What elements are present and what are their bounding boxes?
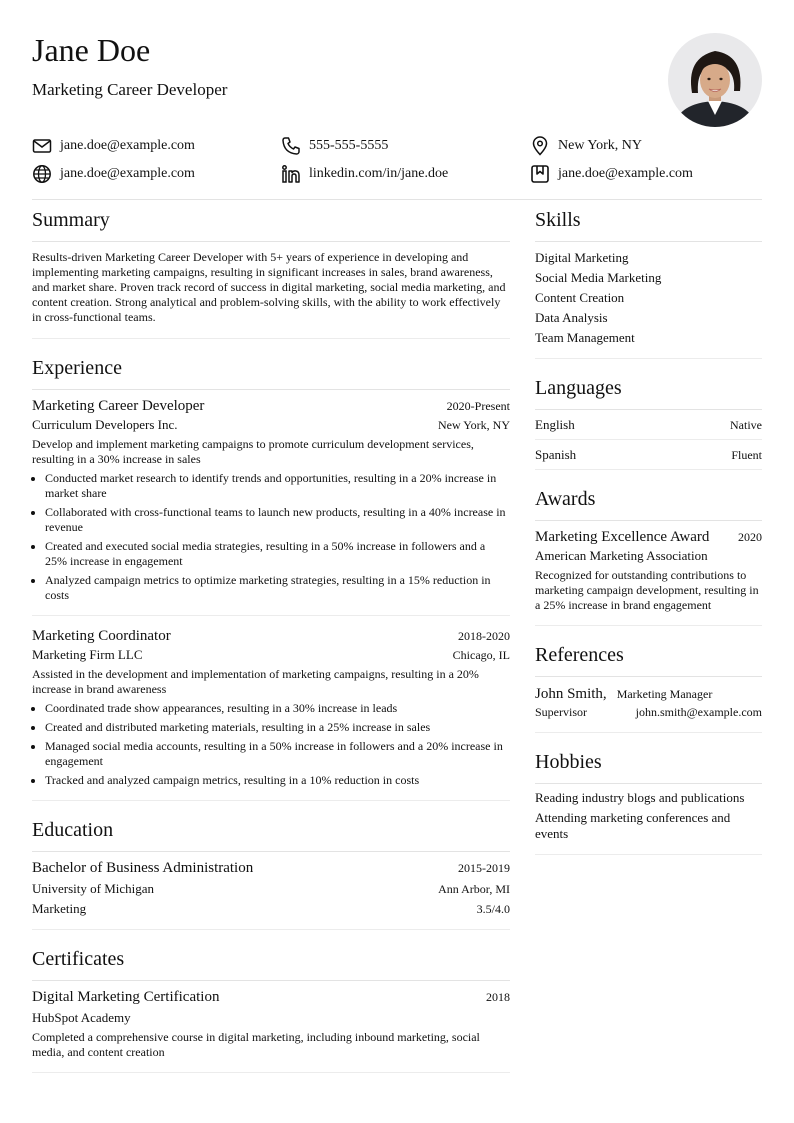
list-item: • Collaborated with cross-functional teams to launch new products, resulting in a 40% increase in revenue <box>45 505 510 535</box>
right-column <box>535 200 762 1073</box>
mail-icon <box>32 136 52 156</box>
contact-portfolio[interactable] <box>530 164 762 183</box>
language-level: Fluent <box>731 448 762 462</box>
section-heading: References <box>535 626 762 677</box>
experience-section <box>32 339 510 801</box>
award-title: Marketing Excellence Award <box>535 529 710 545</box>
job-dates: 2020-Present <box>446 399 510 413</box>
language-level: Native <box>730 418 762 432</box>
section-heading: Summary <box>32 200 510 242</box>
left-column <box>32 200 510 1073</box>
language-name: English <box>535 417 575 432</box>
reference-relation: Supervisor <box>535 705 587 719</box>
contact-linkedin[interactable] <box>281 164 530 183</box>
school-name: University of Michigan <box>32 881 155 896</box>
section-heading: Hobbies <box>535 733 762 784</box>
hobby-item: Attending marketing conferences and events <box>535 810 731 841</box>
contact-text: jane.doe@example.com <box>558 165 693 181</box>
job-location: New York, NY <box>437 418 510 432</box>
job-location: Chicago, IL <box>452 648 510 662</box>
job-title: Marketing Career Developer <box>32 398 205 414</box>
contact-phone[interactable] <box>281 136 530 155</box>
contact-text: jane.doe@example.com <box>60 165 195 181</box>
job-dates: 2018-2020 <box>458 629 510 643</box>
job-description: Develop and implement marketing campaigns to promote curriculum development services, resulting in a 30% increase in sales <box>32 437 474 466</box>
section-heading: Languages <box>535 359 762 410</box>
school-location: Ann Arbor, MI <box>438 882 510 896</box>
education-section <box>32 801 510 930</box>
list-item: • Created and executed social media strategies, resulting in a 50% increase in followers and a 25% increase in engagement <box>45 539 510 569</box>
references-section <box>535 626 762 733</box>
summary-text: Results-driven Marketing Career Developer with 5+ years of experience in developing and implementing marketing campaigns, resulting in significant increases in sales, brand awareness, and market share. Proven track record of success in digital marketing, social media marketing, and content creation. Strong analytical and problem-solving skills, with the ability to work effectively in cross-functional teams. <box>32 250 506 324</box>
reference-name: John Smith, <box>535 686 607 702</box>
reference-email[interactable]: john.smith@example.com <box>635 705 762 719</box>
certificate-name: Digital Marketing Certification <box>32 989 220 1005</box>
section-heading: Awards <box>535 470 762 521</box>
languages-section <box>535 359 762 470</box>
experience-entry <box>32 628 510 801</box>
education-dates: 2015-2019 <box>458 861 510 875</box>
certificate-year: 2018 <box>486 990 510 1004</box>
section-heading: Skills <box>535 200 762 242</box>
skill-item: Content Creation <box>535 290 625 305</box>
bookmark-icon <box>530 164 550 184</box>
hobby-item: Reading industry blogs and publications <box>535 790 745 805</box>
award-issuer: American Marketing Association <box>535 548 708 563</box>
contact-location <box>530 136 762 155</box>
company-name: Marketing Firm LLC <box>32 647 143 662</box>
contact-text: New York, NY <box>558 137 643 153</box>
contact-email[interactable] <box>32 136 281 155</box>
list-item: • Tracked and analyzed campaign metrics, resulting in a 10% reduction in costs <box>45 773 510 788</box>
contact-text: 555-555-5555 <box>309 137 389 153</box>
globe-icon <box>32 164 52 184</box>
language-row <box>535 440 762 469</box>
location-pin-icon <box>530 136 550 156</box>
candidate-title: Marketing Career Developer <box>32 80 228 99</box>
profile-photo <box>668 33 762 127</box>
section-heading: Education <box>32 801 510 852</box>
award-year: 2020 <box>738 530 762 544</box>
certificate-description: Completed a comprehensive course in digital marketing, including inbound marketing, social media, and content creation <box>32 1030 480 1059</box>
language-row <box>535 410 762 440</box>
section-heading: Experience <box>32 339 510 390</box>
section-heading: Certificates <box>32 930 510 981</box>
achievement-list <box>32 701 510 788</box>
skill-item: Team Management <box>535 330 635 345</box>
field-of-study: Marketing <box>32 901 87 916</box>
skills-section <box>535 200 762 359</box>
language-name: Spanish <box>535 447 577 462</box>
certificate-issuer: HubSpot Academy <box>32 1010 131 1025</box>
list-item: • Conducted market research to identify trends and opportunities, resulting in a 20% increase in market share <box>45 471 510 501</box>
award-description: Recognized for outstanding contributions to marketing campaign development, resulting in a 25% increase in brand engagement <box>535 568 759 612</box>
company-name: Curriculum Developers Inc. <box>32 417 178 432</box>
job-title: Marketing Coordinator <box>32 628 171 644</box>
summary-section <box>32 200 510 339</box>
phone-icon <box>281 136 301 156</box>
hobbies-section <box>535 733 762 855</box>
achievement-list <box>32 471 510 603</box>
list-item: • Coordinated trade show appearances, resulting in a 30% increase in leads <box>45 701 510 716</box>
reference-role: Marketing Manager <box>616 687 713 701</box>
skill-item: Social Media Marketing <box>535 270 662 285</box>
contact-list <box>32 136 762 183</box>
resume-header <box>32 0 762 132</box>
skill-item: Data Analysis <box>535 310 608 325</box>
list-item: • Managed social media accounts, resulting in a 50% increase in followers and a 20% increase in engagement <box>45 739 510 769</box>
linkedin-icon <box>281 164 301 184</box>
contact-website[interactable] <box>32 164 281 183</box>
certificates-section <box>32 930 510 1073</box>
contact-text: linkedin.com/in/jane.doe <box>309 165 449 181</box>
contact-text: jane.doe@example.com <box>60 137 195 153</box>
candidate-name: Jane Doe <box>32 32 151 68</box>
awards-section <box>535 470 762 626</box>
gpa: 3.5/4.0 <box>476 902 510 916</box>
degree-name: Bachelor of Business Administration <box>32 860 254 876</box>
skill-item: Digital Marketing <box>535 250 629 265</box>
list-item: • Analyzed campaign metrics to optimize marketing strategies, resulting in a 15% reduction in costs <box>45 573 510 603</box>
experience-entry <box>32 398 510 616</box>
list-item: • Created and distributed marketing materials, resulting in a 25% increase in sales <box>45 720 510 735</box>
job-description: Assisted in the development and implementation of marketing campaigns, resulting in a 20% increase in brand awareness <box>32 667 479 696</box>
